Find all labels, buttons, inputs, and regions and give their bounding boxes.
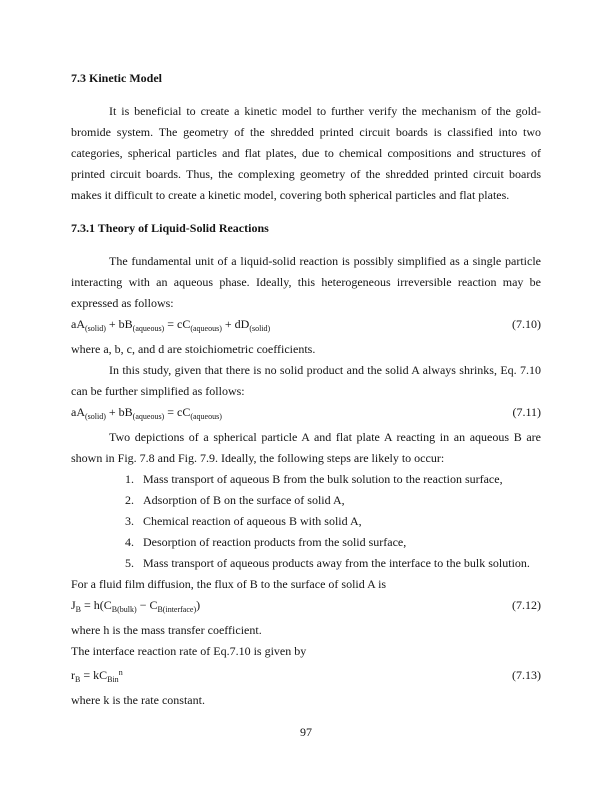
list-item [71, 511, 541, 532]
equation-subscript: B(bulk) [111, 605, 137, 614]
equation-text: aA [71, 405, 85, 419]
list-item [71, 490, 541, 511]
list-item-text: Adsorption of B on the surface of solid A, [143, 493, 345, 507]
equation-subscript: Bin [107, 675, 119, 684]
line-fluid-film-diffusion: For a fluid film diffusion, the flux of B to the surface of solid A is [71, 577, 387, 591]
equation-7-12-body [71, 595, 200, 620]
paragraph-kinetic-model-intro: It is beneficial to create a kinetic model to further verify the mechanism of the gold-bromide system. The geometry of the shredded printed circuit boards is classified into two categories, spherical particles and flat plates, due to chemical compositions and structures of printed circuit boards. Thus, the complexing geometry of the shredded printed circuit boards makes it difficult to create a kinetic model, covering both spherical particles and flat plates. [71, 104, 541, 202]
page-number: 97 [300, 725, 312, 739]
reaction-steps-list [71, 469, 541, 574]
equation-7-13-body [71, 662, 123, 690]
paragraph-fundamental-unit: The fundamental unit of a liquid-solid reaction is possibly simplified as a single particle interacting with an aqueous phase. Ideally, this heterogeneous irreversible reaction may be expressed as follows: [71, 254, 541, 310]
list-item-text: Chemical reaction of aqueous B with solid A, [143, 514, 362, 528]
equation-subscript: (solid) [85, 412, 106, 421]
equation-7-13-number: (7.13) [512, 668, 541, 682]
equation-text: ) [196, 598, 201, 612]
list-item-number: 3. [125, 514, 134, 528]
list-item [71, 469, 541, 490]
equation-text: J [71, 598, 76, 612]
equation-row-7-12 [71, 595, 541, 620]
subsection-heading: 7.3.1 Theory of Liquid-Solid Reactions [71, 221, 269, 235]
list-item [71, 553, 541, 574]
equation-subscript: B [75, 605, 82, 614]
equation-text: = h(C [81, 598, 112, 612]
list-item-number: 5. [125, 556, 134, 570]
equation-subscript: (solid) [249, 324, 271, 333]
list-item [71, 532, 541, 553]
equation-row-7-13 [71, 662, 541, 690]
equation-7-10-number: (7.10) [512, 317, 541, 331]
equation-text: aA [71, 317, 85, 331]
equation-subscript: (aqueous) [132, 412, 165, 421]
list-item-number: 1. [125, 472, 134, 486]
line-mass-transfer-coefficient: where h is the mass transfer coefficient. [71, 623, 262, 637]
equation-7-10-body [71, 314, 270, 339]
equation-superscript: n [118, 668, 123, 677]
line-interface-reaction-rate: The interface reaction rate of Eq.7.10 is given by [71, 644, 307, 658]
paragraph-two-depictions: Two depictions of a spherical particle A and flat plate A reacting in an aqueous B are shown in Fig. 7.8 and Fig. 7.9. Ideally, the following steps are likely to occur: [71, 430, 541, 465]
equation-text: = cC [164, 317, 191, 331]
equation-subscript: B [75, 675, 81, 684]
equation-7-12-number: (7.12) [512, 598, 541, 612]
equation-text: = cC [164, 405, 191, 419]
equation-text: − C [136, 598, 158, 612]
equation-text: + bB [105, 405, 133, 419]
equation-subscript: (aqueous) [190, 412, 222, 421]
list-item-number: 2. [125, 493, 134, 507]
equation-text: = kC [80, 668, 108, 682]
equation-text: + bB [105, 317, 133, 331]
equation-7-11-number: (7.11) [512, 405, 541, 419]
equation-row-7-10 [71, 314, 541, 339]
equation-subscript: (solid) [85, 324, 106, 333]
paragraph-in-this-study: In this study, given that there is no solid product and the solid A always shrinks, Eq. 7.10 can be further simplified as follows: [71, 363, 541, 398]
list-item-number: 4. [125, 535, 134, 549]
equation-subscript: (aqueous) [132, 324, 165, 333]
line-stoichiometric-coefficients: where a, b, c, and d are stoichiometric coefficients. [71, 342, 316, 356]
section-heading: 7.3 Kinetic Model [71, 71, 162, 85]
equation-subscript: (aqueous) [190, 324, 222, 333]
list-item-text: Desorption of reaction products from the solid surface, [143, 535, 407, 549]
list-item-text: Mass transport of aqueous products away from the interface to the bulk solution. [143, 556, 530, 570]
list-item-text: Mass transport of aqueous B from the bulk solution to the reaction surface, [143, 472, 503, 486]
line-rate-constant: where k is the rate constant. [71, 693, 205, 707]
equation-text: r [71, 668, 75, 682]
equation-subscript: B(interface) [157, 605, 197, 614]
equation-row-7-11 [71, 402, 541, 427]
equation-7-11-body [71, 402, 222, 427]
equation-text: + dD [221, 317, 250, 331]
